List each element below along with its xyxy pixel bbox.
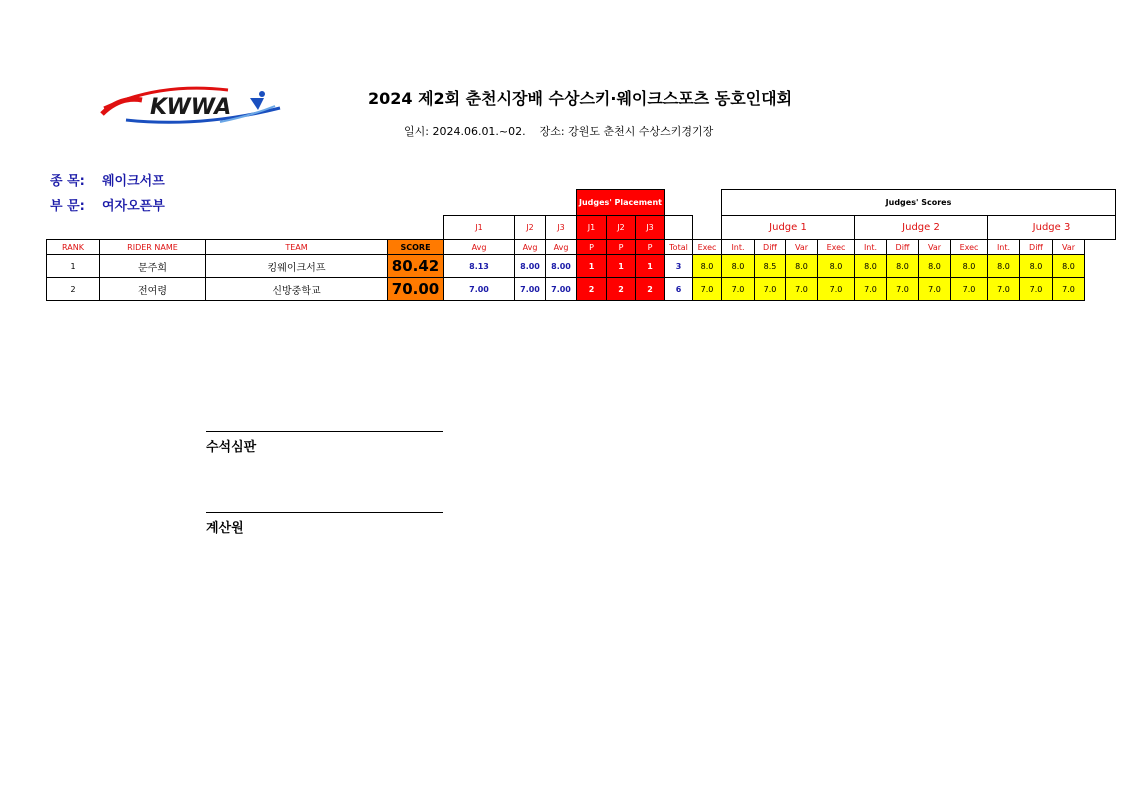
- j1-exec-cell: 8.0: [693, 255, 722, 278]
- j1-diff-cell: 8.5: [755, 255, 786, 278]
- avg-header: Avg: [444, 240, 515, 255]
- int-header: Int.: [722, 240, 755, 255]
- j3-var-cell: 8.0: [1053, 255, 1085, 278]
- placement-j1-cell: 1: [577, 255, 607, 278]
- p-header: P: [636, 240, 665, 255]
- avg-j2-cell: 8.00: [515, 255, 546, 278]
- category-label: 종 목:: [50, 174, 85, 189]
- j2-exec-cell: 7.0: [818, 278, 855, 301]
- var-header: Var: [919, 240, 951, 255]
- j3-diff-cell: 8.0: [1020, 255, 1053, 278]
- placement-j2-cell: 2: [607, 278, 636, 301]
- scores-group-header: Judges' Scores: [722, 190, 1116, 216]
- division-label: 부 문:: [50, 199, 85, 214]
- event-info: [404, 123, 713, 139]
- page-title: 2024 제2회 춘천시장배 수상스키·웨이크스포츠 동호인대회: [367, 89, 793, 108]
- avg-j3-cell: 8.00: [546, 255, 577, 278]
- rank-cell: 1: [47, 255, 100, 278]
- total-cell: 6: [665, 278, 693, 301]
- placement-group-header: Judges' Placement: [577, 190, 665, 216]
- rider-header: RIDER NAME: [100, 240, 206, 255]
- team-header: TEAM: [206, 240, 388, 255]
- total-cell: 3: [665, 255, 693, 278]
- placement-header-j1: J1: [577, 216, 607, 240]
- event-date: 일시: 2024.06.01.~02.: [404, 125, 526, 138]
- var-header: Var: [786, 240, 818, 255]
- exec-header: Exec: [818, 240, 855, 255]
- judge2-header: Judge 2: [855, 216, 988, 240]
- exec-header: Exec: [693, 240, 722, 255]
- avg-header-j3: J3: [546, 216, 577, 240]
- score-cell: 80.42: [388, 255, 444, 278]
- score-cell: 70.00: [388, 278, 444, 301]
- rider-name-cell: 문주희: [100, 255, 206, 278]
- rider-name-cell: 전여령: [100, 278, 206, 301]
- total-header: Total: [665, 240, 693, 255]
- avg-j3-cell: 7.00: [546, 278, 577, 301]
- j2-var-cell: 7.0: [919, 278, 951, 301]
- j3-exec-cell: 7.0: [951, 278, 988, 301]
- int-header: Int.: [855, 240, 887, 255]
- placement-header-j2: J2: [607, 216, 636, 240]
- avg-header: Avg: [546, 240, 577, 255]
- placement-j1-cell: 2: [577, 278, 607, 301]
- j2-int-cell: 8.0: [855, 255, 887, 278]
- j2-int-cell: 7.0: [855, 278, 887, 301]
- j3-int-cell: 8.0: [988, 255, 1020, 278]
- j1-diff-cell: 7.0: [755, 278, 786, 301]
- j2-diff-cell: 7.0: [887, 278, 919, 301]
- judge1-header: Judge 1: [722, 216, 855, 240]
- category-value: 웨이크서프: [102, 174, 165, 189]
- chief-judge-signature: 수석심판: [206, 431, 443, 455]
- avg-j2-cell: 7.00: [515, 278, 546, 301]
- judge3-header: Judge 3: [988, 216, 1116, 240]
- j3-var-cell: 7.0: [1053, 278, 1085, 301]
- j2-diff-cell: 8.0: [887, 255, 919, 278]
- rank-cell: 2: [47, 278, 100, 301]
- j3-diff-cell: 7.0: [1020, 278, 1053, 301]
- table-row: [47, 255, 1116, 278]
- avg-header-j2: J2: [515, 216, 546, 240]
- j1-var-cell: 8.0: [786, 255, 818, 278]
- diff-header: Diff: [755, 240, 786, 255]
- results-table: [46, 189, 1116, 301]
- j2-var-cell: 8.0: [919, 255, 951, 278]
- diff-header: Diff: [1020, 240, 1053, 255]
- p-header: P: [577, 240, 607, 255]
- calculator-signature: 계산원: [206, 512, 443, 536]
- division-value: 여자오픈부: [102, 199, 165, 214]
- logo-text: KWWA: [150, 95, 232, 120]
- team-cell: 킹웨이크서프: [206, 255, 388, 278]
- j1-int-cell: 7.0: [722, 278, 755, 301]
- j1-var-cell: 7.0: [786, 278, 818, 301]
- j1-exec-cell: 7.0: [693, 278, 722, 301]
- avg-header-j1: J1: [444, 216, 515, 240]
- placement-j2-cell: 1: [607, 255, 636, 278]
- diff-header: Diff: [887, 240, 919, 255]
- j1-int-cell: 8.0: [722, 255, 755, 278]
- avg-j1-cell: 7.00: [444, 278, 515, 301]
- kwwa-logo: [100, 84, 282, 126]
- table-row: [47, 278, 1116, 301]
- placement-j3-cell: 2: [636, 278, 665, 301]
- int-header: Int.: [988, 240, 1020, 255]
- event-category: [50, 170, 165, 189]
- j2-exec-cell: 8.0: [818, 255, 855, 278]
- score-header: SCORE: [388, 240, 444, 255]
- var-header: Var: [1053, 240, 1085, 255]
- j3-int-cell: 7.0: [988, 278, 1020, 301]
- p-header: P: [607, 240, 636, 255]
- placement-header-j3: J3: [636, 216, 665, 240]
- rank-header: RANK: [47, 240, 100, 255]
- placement-j3-cell: 1: [636, 255, 665, 278]
- event-venue: 장소: 강원도 춘천시 수상스키경기장: [539, 125, 714, 138]
- j3-exec-cell: 8.0: [951, 255, 988, 278]
- exec-header: Exec: [951, 240, 988, 255]
- avg-j1-cell: 8.13: [444, 255, 515, 278]
- avg-header: Avg: [515, 240, 546, 255]
- team-cell: 신방중학교: [206, 278, 388, 301]
